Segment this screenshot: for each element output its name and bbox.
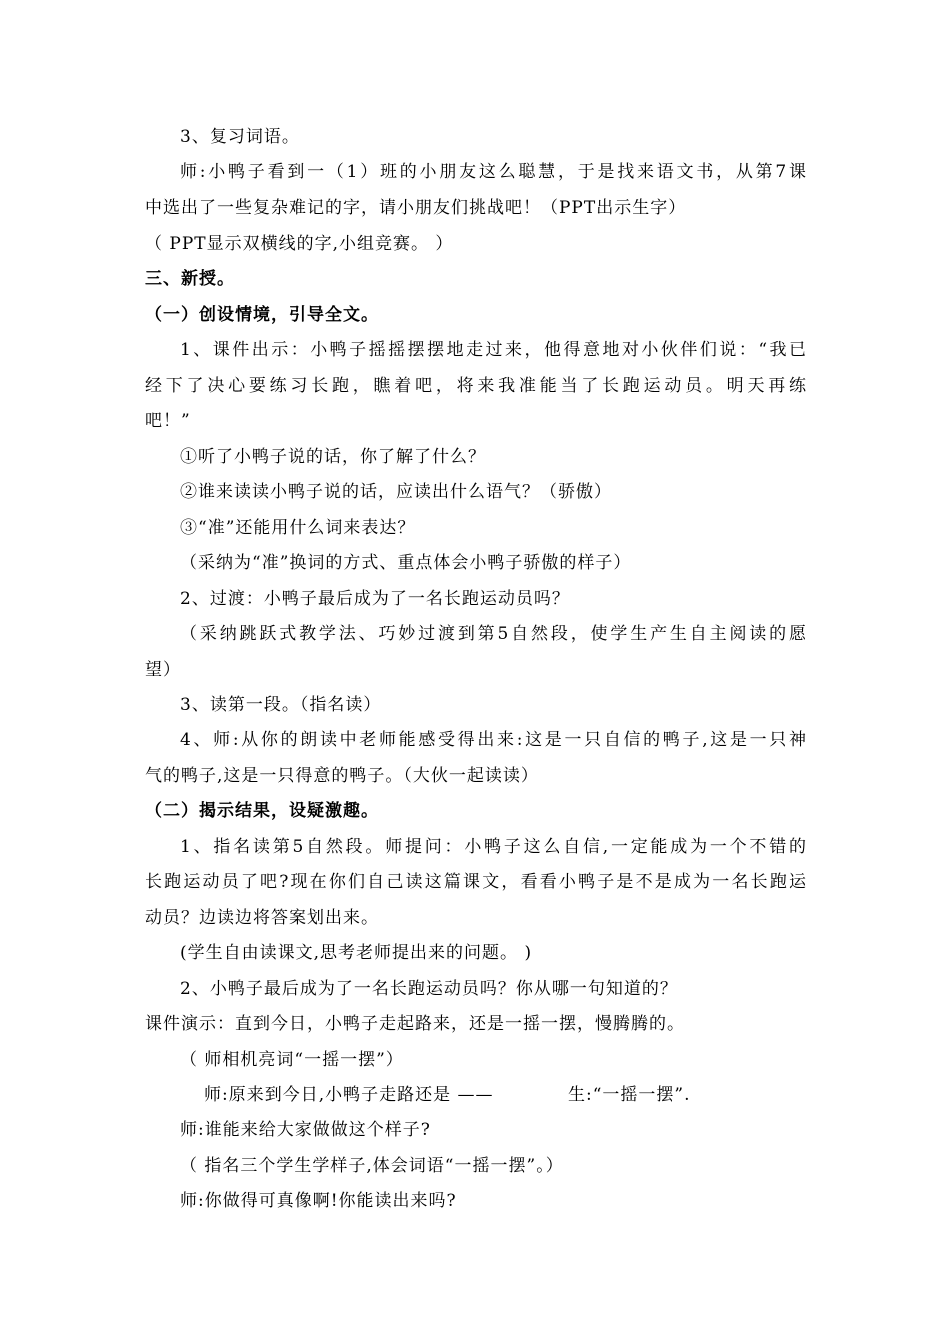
- text-line: 吧！”: [145, 411, 191, 431]
- text-line: 2、过渡：小鸭子最后成为了一名长跑运动员吗？: [180, 589, 570, 609]
- text-line: 师:你做得可真像啊!你能读出来吗?: [180, 1191, 457, 1211]
- text-line: 1、课件出示：小鸭子摇摇摆摆地走过来，他得意地对小伙伴们说：“我已: [180, 340, 807, 360]
- text-line: 经下了决心要练习长跑，瞧着吧，将来我准能当了长跑运动员。明天再练: [145, 376, 807, 396]
- text-line: 动员？边读边将答案划出来。: [145, 908, 379, 928]
- text-line: 2、小鸭子最后成为了一名长跑运动员吗？你从哪一句知道的？: [180, 979, 678, 999]
- text-line: （ 师相机亮词“一摇一摆”）: [180, 1050, 404, 1070]
- text-line: （ 指名三个学生学样子,体会词语“一摇一摆”。）: [180, 1156, 564, 1176]
- text-line: 师:谁能来给大家做做这个样子?: [180, 1120, 431, 1140]
- text-line: （采纳跳跃式教学法、巧妙过渡到第5自然段，使学生产生自主阅读的愿: [180, 624, 807, 644]
- text-line: 中选出了一些复杂难记的字，请小朋友们挑战吧！（PPT出示生字）: [145, 198, 687, 218]
- subsection-heading: （二）揭示结果，设疑激趣。: [145, 801, 379, 821]
- text-line: 气的鸭子,这是一只得意的鸭子。（大伙一起读读）: [145, 766, 539, 786]
- text-line: （ PPT显示双横线的字,小组竞赛。 ）: [145, 234, 454, 254]
- text-line: 3、复习词语。: [180, 127, 300, 147]
- text-line: （采纳为“准”换词的方式、重点体会小鸭子骄傲的样子）: [180, 553, 632, 573]
- text-line: 3、读第一段。（指名读）: [180, 695, 382, 715]
- text-line: 师:原来到今日,小鸭子走路还是 ——: [204, 1085, 494, 1105]
- text-line: 1、指名读第5自然段。师提问：小鸭子这么自信,一定能成为一个不错的: [180, 837, 807, 857]
- text-line: 望）: [145, 660, 181, 680]
- text-line: 4、师:从你的朗读中老师能感受得出来:这是一只自信的鸭子,这是一只神: [180, 730, 807, 750]
- text-line: 生:“一摇一摆”.: [568, 1085, 691, 1105]
- text-line: ①听了小鸭子说的话，你了解了什么？: [180, 447, 486, 467]
- text-line: 课件演示：直到今日，小鸭子走起路来，还是一摇一摆，慢腾腾的。: [145, 1014, 685, 1034]
- subsection-heading: （一）创设情境，引导全文。: [145, 305, 379, 325]
- text-line: 长跑运动员了吧?现在你们自己读这篇课文，看看小鸭子是不是成为一名长跑运: [145, 872, 807, 892]
- text-line: 师:小鸭子看到一（1）班的小朋友这么聪慧，于是找来语文书，从第7课: [180, 162, 807, 182]
- text-line: ②谁来读读小鸭子说的话，应读出什么语气？（骄傲）: [180, 482, 612, 502]
- text-line: ③“准”还能用什么词来表达？: [180, 518, 416, 538]
- text-line: (学生自由读课文,思考老师提出来的问题。 ): [180, 943, 533, 963]
- section-heading: 三、新授。: [145, 269, 235, 289]
